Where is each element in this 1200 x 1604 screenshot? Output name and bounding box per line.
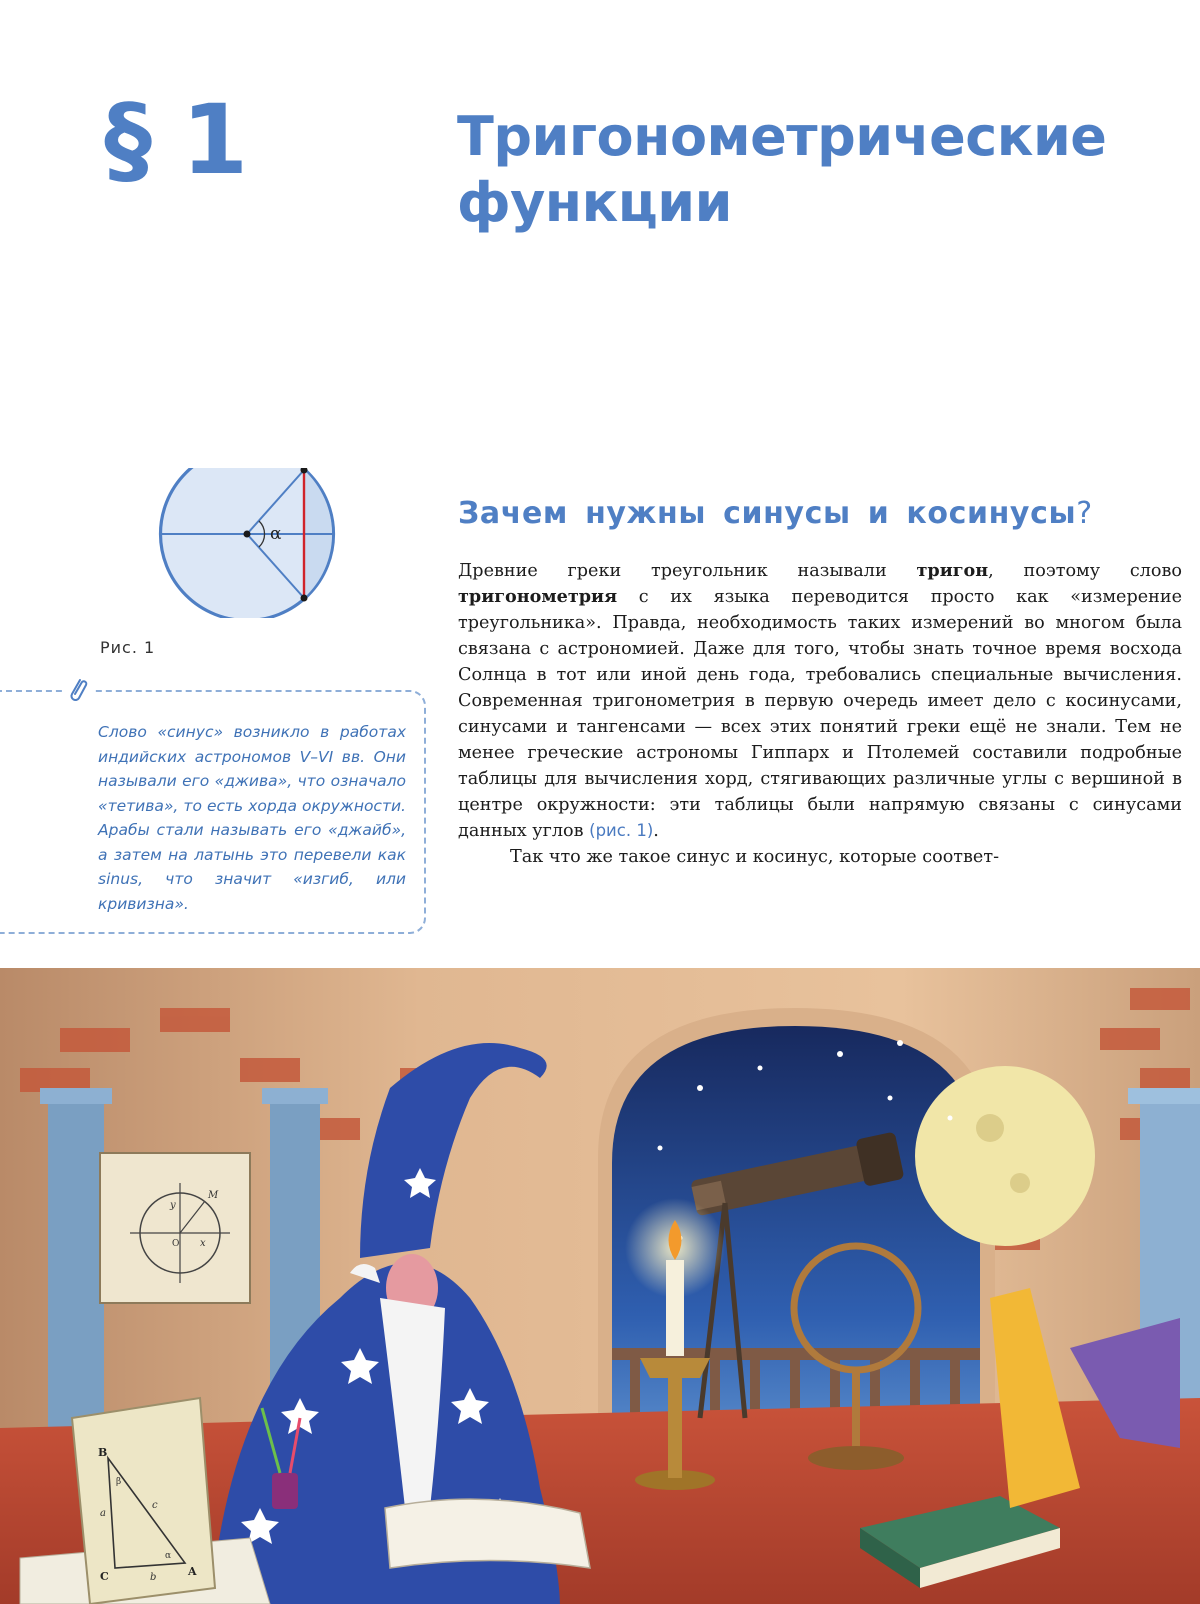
figure-reference: (рис. 1) — [589, 821, 654, 840]
body-text — [458, 558, 1182, 870]
triangle-label-b: B — [98, 1446, 108, 1459]
triangle-side-b: b — [150, 1572, 157, 1583]
poster-label-m: M — [208, 1190, 219, 1201]
chord-circle-figure — [158, 468, 338, 618]
term-trigon: тригон — [916, 560, 989, 581]
triangle-label-a: A — [188, 1565, 197, 1578]
figure-caption: Рис. 1 — [100, 638, 156, 657]
section-number: § 1 — [104, 84, 247, 196]
section-title: Тригонометрические функции — [457, 105, 1107, 234]
note-text: Слово «синус» возникло в работах индийских астрономов V–VI вв. Они называли его «джива», что означало «тетива», то есть хорда окружности. Арабы стали называть его «джайб», а затем на латынь это перевели как sinus, что значит «изгиб, или кривизна». — [98, 723, 406, 913]
paragraph-2: Так что же такое синус и косинус, которые соответ- — [510, 847, 1000, 867]
term-trigonometry: тригонометрия — [458, 586, 618, 607]
subsection-title-text: Зачем нужны синусы и косинусы — [458, 496, 1077, 531]
paperclip-icon — [64, 676, 92, 706]
subsection-question-mark: ? — [1076, 496, 1093, 531]
triangle-angle-alpha: α — [165, 1551, 172, 1561]
triangle-side-c: c — [152, 1500, 158, 1511]
paragraph-1: Древние греки треугольник называли тригон, поэтому слово тригонометрия с их языка переводится просто как «измерение треугольника». Правда, необходимость таких измерений во многом была связана с астрономией. Даже для того, чтобы знать точное время восхода Солнца в тот или иной день года, требовались специальные вычисления. Современная тригонометрия в первую очередь имеет дело с косинусами, синусами и тангенсами — всех этих понятий греки ещё не знали. Тем не менее греческие астрономы Гиппарх и Птолемей составили подробные таблицы для вычисления хорд, стягивающих различные углы с вершиной в центре окружности: эти таблицы были напрямую связаны с синусами данных углов (рис. 1). — [458, 560, 1182, 841]
poster-label-o: O — [172, 1239, 180, 1249]
angle-label: α — [270, 524, 282, 544]
triangle-label-c: C — [100, 1570, 109, 1583]
triangle-angle-beta: β — [116, 1477, 122, 1487]
poster-label-x: x — [200, 1238, 206, 1249]
triangle-side-a: a — [100, 1508, 106, 1519]
wizard-illustration — [0, 968, 1200, 1604]
subsection-title — [458, 496, 1093, 531]
poster-label-y: y — [170, 1200, 176, 1211]
